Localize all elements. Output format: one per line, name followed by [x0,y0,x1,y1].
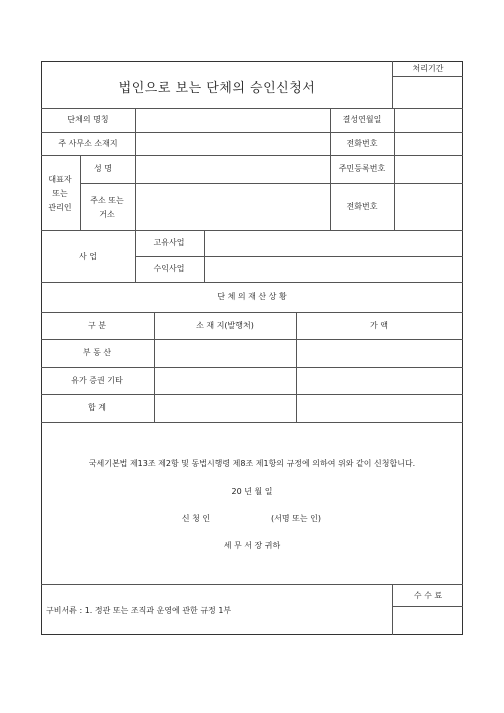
column-header-location: 소 재 지(발행처) [196,321,254,330]
address-label: 거소 [99,210,115,219]
divider [296,312,297,422]
page-title: 법인으로 보는 단체의 승인신청서 [118,81,316,96]
divider [41,108,463,109]
divider [392,76,463,77]
business-label: 사 업 [79,252,97,261]
row-total-label: 합 계 [88,403,106,412]
divider [80,183,463,184]
declaration-statement: 국세기본법 제13조 제2항 및 동법시행령 제8조 제1항의 규정에 의하여 위와 같이 신청합니다. [88,459,416,468]
divider [135,230,136,282]
office-address-label: 주 사무소 소재지 [58,139,118,148]
divider [392,61,393,108]
divider [135,108,136,230]
column-header-category: 구 분 [88,321,106,330]
divider [41,422,463,423]
row-securities-label: 유가 증권 기타 [71,376,123,385]
divider [330,108,331,230]
phone-label: 전화번호 [346,139,378,148]
established-date-label: 결성연월일 [342,115,382,124]
divider [41,282,463,283]
divider [41,155,463,156]
divider [392,584,393,635]
applicant-label: 신 청 인 [181,514,211,523]
divider [154,312,155,422]
resident-number-label: 주민등록번호 [338,164,386,173]
addressee: 세 무 서 장 귀하 [223,541,281,550]
divider [394,108,395,230]
representative-label: 관리인 [48,203,72,212]
date-line: 20 년 월 일 [231,487,273,496]
divider [41,367,463,368]
name-label: 성 명 [94,164,112,173]
row-real-estate-label: 부 동 산 [82,348,112,357]
divider [80,155,81,230]
processing-period-label: 처리기간 [412,64,444,73]
phone-label: 전화번호 [346,202,378,211]
divider [135,256,463,257]
signature-label: (서명 또는 인) [271,514,321,523]
divider [41,312,463,313]
address-label: 주소 또는 [90,196,124,205]
divider [41,394,463,395]
fee-label: 수 수 료 [413,591,443,600]
proper-business-label: 고유사업 [153,238,185,247]
org-name-label: 단체의 명칭 [67,115,109,124]
divider [41,230,463,231]
divider [41,584,463,585]
divider [41,132,463,133]
divider [204,230,205,282]
representative-label: 대표자 [48,175,72,184]
column-header-value: 가 액 [370,321,388,330]
profit-business-label: 수익사업 [153,264,185,273]
required-documents: 구비서류 : 1. 정관 또는 조직과 운영에 관한 규정 1부 [46,606,232,615]
assets-section-title: 단 체 의 재 산 상 황 [217,292,287,301]
divider [392,606,463,607]
divider [41,339,463,340]
representative-label: 또는 [52,189,68,198]
